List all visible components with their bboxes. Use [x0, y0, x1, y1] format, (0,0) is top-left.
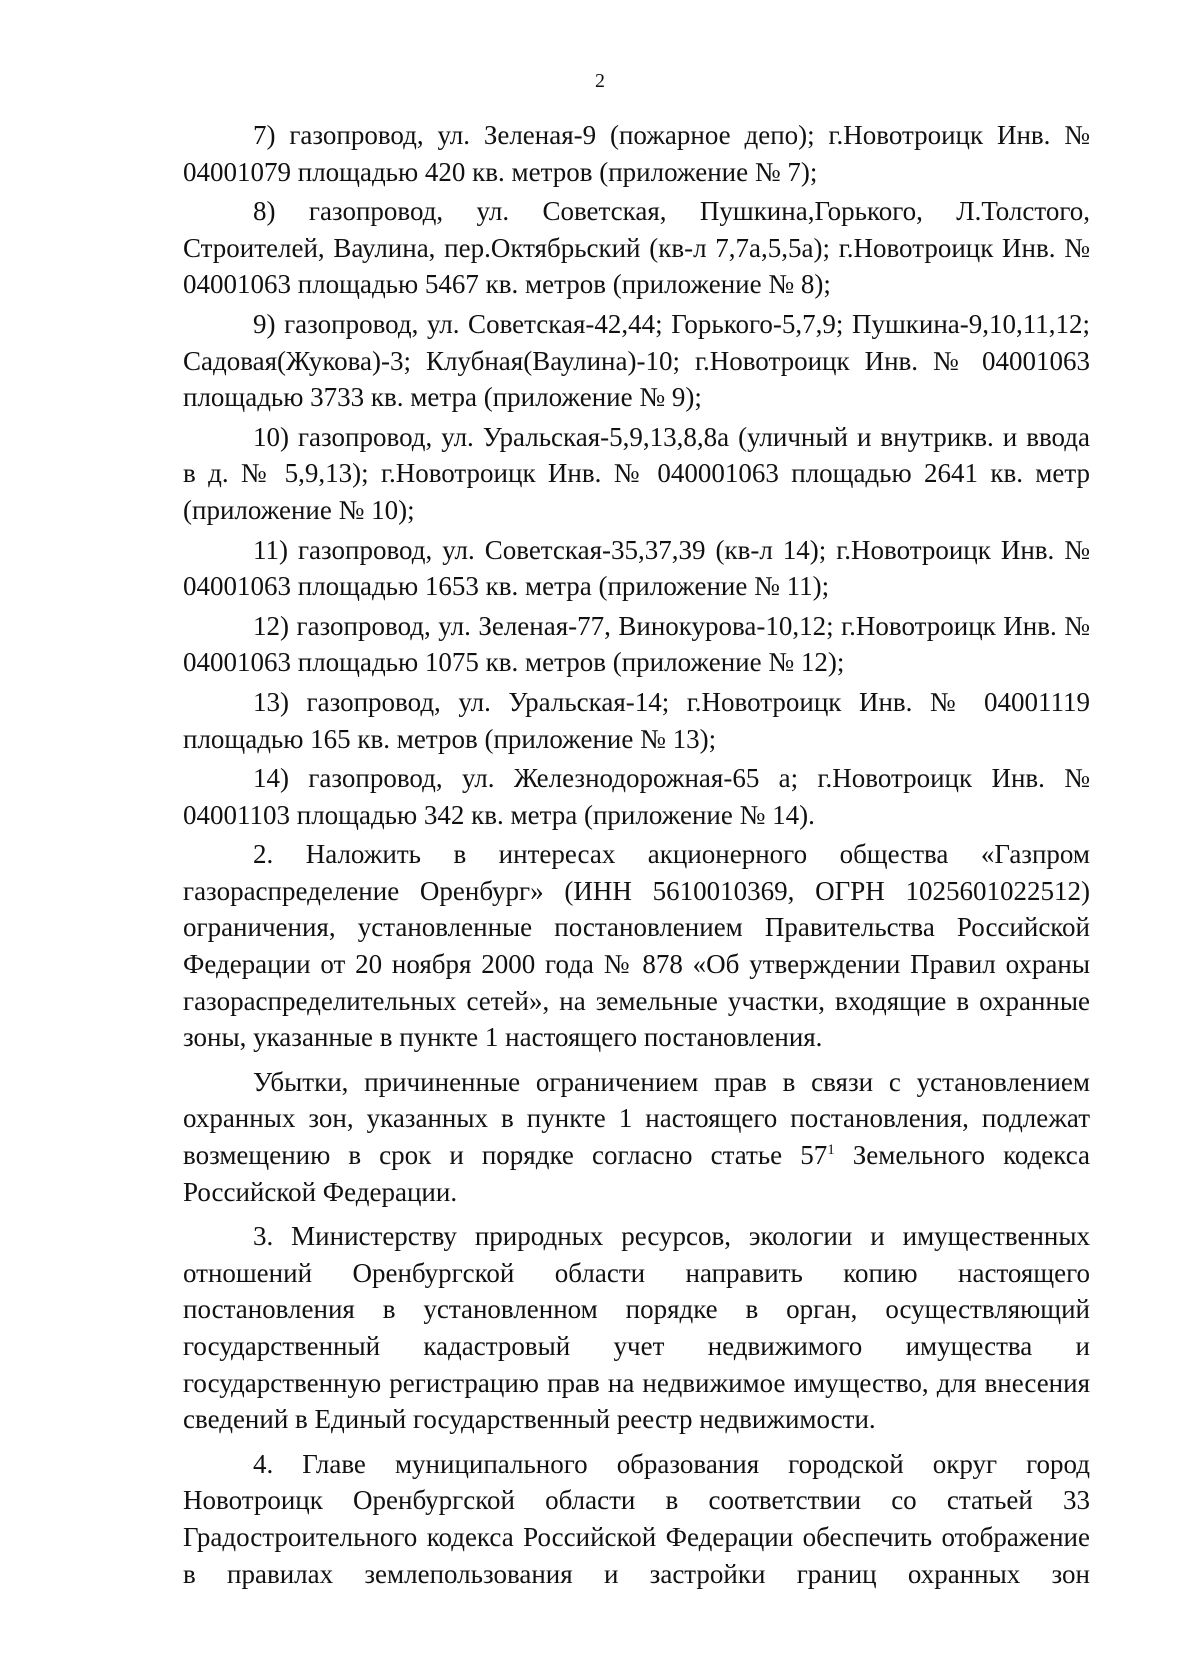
- footnote-superscript: 1: [827, 1142, 835, 1159]
- list-item: 13) газопровод, ул. Уральская-14; г.Новотроицк Инв. № 04001119 площадью 165 кв. метров (приложение № 13);: [183, 686, 1090, 754]
- losses-paragraph: [183, 1064, 1090, 1210]
- losses-text-end: Земельного кодекса Российской Федерации.: [183, 1140, 1091, 1207]
- list-item: 11) газопровод, ул. Советская-35,37,39 (кв-л 14); г.Новотроицк Инв. № 04001063 площадью 1653 кв. метра (приложение № 11);: [183, 534, 1090, 602]
- list-item: 7) газопровод, ул. Зеленая-9 (пожарное депо); г.Новотроицк Инв. № 04001079 площадью 420 кв. метров (приложение № 7);: [183, 120, 1090, 187]
- list-item: 14) газопровод, ул. Железнодорожная-65 а; г.Новотроицк Инв. № 04001103 площадью 342 кв. метра (приложение № 14).: [183, 763, 1090, 830]
- section-point-2: 2. Наложить в интересах акционерного общества «Газпром газораспределение Оренбург» (ИНН 5610010369, ОГРН 1025601022512) ограничения, установленные постановлением Правительства Российской Федерации от 20 ноября 2000 года № 878 «Об утверждении Правил охраны газораспределительных сетей», на земельные участки, входящие в охранные зоны, указанные в пункте 1 настоящего постановления.: [183, 839, 1090, 1053]
- section-point-4: 4. Главе муниципального образования городской округ город Новотроицк Оренбургской области в соответствии со статьей 33 Градостроительного кодекса Российской Федерации обеспечить отображение в правилах землепользования и застройки границ охранных зон: [183, 1448, 1090, 1589]
- list-item: 9) газопровод, ул. Советская-42,44; Горького-5,7,9; Пушкина-9,10,11,12; Садовая(Жукова)-3; Клубная(Ваулина)-10; г.Новотроицк Инв. № 04001063 площадью 3733 кв. метра (приложение № 9);: [183, 308, 1090, 413]
- losses-text: Убытки, причиненные ограничением прав в связи с установлением охранных зон, указанных в пункте 1 настоящего постановления, подлежат возмещению в срок и порядке согласно статье 57: [183, 1066, 1090, 1171]
- list-item: 10) газопровод, ул. Уральская-5,9,13,8,8а (уличный и внутрикв. и ввода в д. № 5,9,13); г.Новотроицк Инв. № 040001063 площадью 2641 кв. метр (приложение № 10);: [183, 421, 1090, 525]
- list-item: 8) газопровод, ул. Советская, Пушкина,Горького, Л.Толстого, Строителей, Ваулина, пер.Октябрьский (кв-л 7,7а,5,5а); г.Новотроицк Инв. № 04001063 площадью 5467 кв. метров (приложение № 8);: [183, 196, 1090, 300]
- page-number: 2: [595, 70, 605, 92]
- document-body: [183, 117, 1090, 1595]
- list-item: 12) газопровод, ул. Зеленая-77, Винокурова-10,12; г.Новотроицк Инв. № 04001063 площадью 1075 кв. метров (приложение № 12);: [183, 610, 1090, 678]
- section-point-3: 3. Министерству природных ресурсов, экологии и имущественных отношений Оренбургской области направить копию настоящего постановления в установленном порядке в орган, осуществляющий государственный кадастровый учет недвижимого имущества и государственную регистрацию прав на недвижимое имущество, для внесения сведений в Единый государственный реестр недвижимости.: [183, 1221, 1090, 1435]
